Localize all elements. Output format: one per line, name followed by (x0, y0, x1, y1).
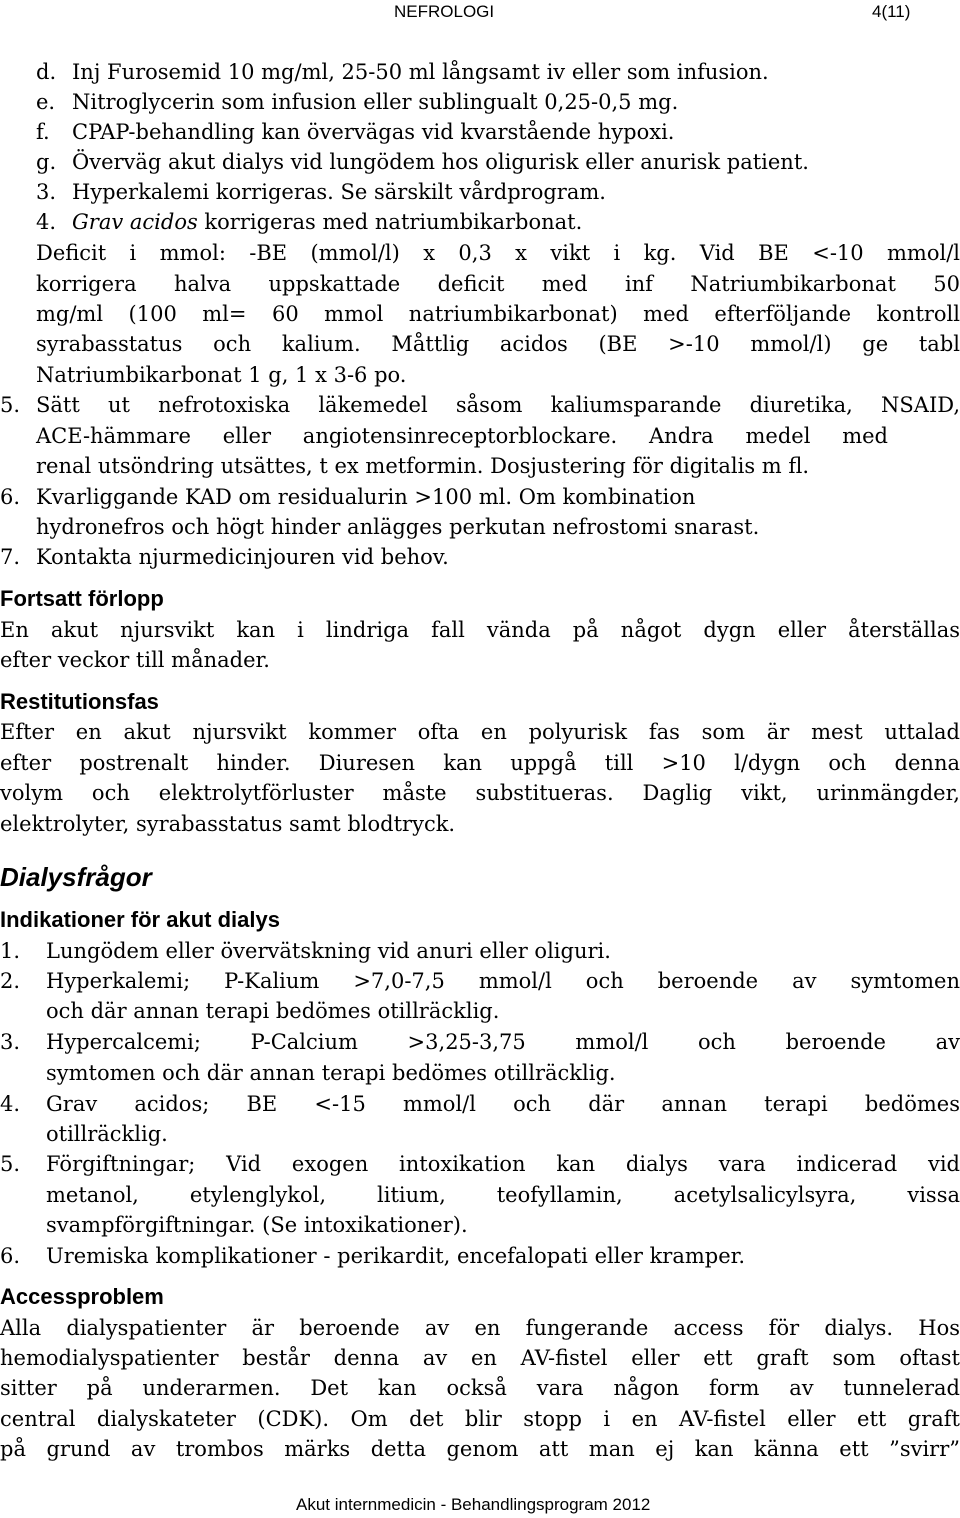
header-page-number: 4(11) (872, 2, 911, 21)
paragraph-line: hemodialyspatienter består denna av en AV-fistel eller ett graft som oftast (0, 1346, 960, 1370)
paragraph-line: volym och elektrolytförluster måste substitueras. Daglig vikt, urinmängder, (0, 781, 960, 805)
list-item: 6. Kvarliggande KAD om residualurin >100 ml. Om kombination (0, 485, 696, 509)
paragraph-line: efter postrenalt hinder. Diuresen kan uppgå till >10 l/dygn och denna (0, 751, 960, 775)
list-item: f. CPAP-behandling kan övervägas vid kvarstående hypoxi. (36, 120, 675, 144)
text-line: ACE-hämmare eller angiotensinreceptorblockare. Andra medel med (36, 424, 888, 448)
list-item: 4. Grav acidos; BE <-15 mmol/l och där annan terapi bedömes (0, 1092, 960, 1116)
emphasis: Grav acidos (72, 210, 198, 234)
header-title: NEFROLOGI (394, 2, 495, 21)
list-item: 3. Hyperkalemi korrigeras. Se särskilt vårdprogram. (36, 180, 606, 204)
list-item: 6. Uremiska komplikationer - perikardit, encefalopati eller kramper. (0, 1244, 746, 1268)
footer-text: Akut internmedicin - Behandlingsprogram 2012 (296, 1495, 651, 1514)
section-title: Dialysfrågor (0, 862, 152, 892)
list-item: 1. Lungödem eller övervätskning vid anuri eller oliguri. (0, 939, 611, 963)
text-line: och där annan terapi bedömes otillräcklig. (46, 999, 500, 1023)
paragraph-line: Alla dialyspatienter är beroende av en fungerande access för dialys. Hos (0, 1316, 960, 1340)
paragraph-line: En akut njursvikt kan i lindriga fall vända på något dygn eller återställas (0, 618, 960, 642)
text-line: hydronefros och högt hinder anlägges perkutan nefrostomi snarast. (36, 515, 760, 539)
text-line: svampförgiftningar. (Se intoxikationer). (46, 1213, 468, 1237)
text-line: symtomen och där annan terapi bedömes otillräcklig. (46, 1061, 616, 1085)
text-line: metanol, etylenglykol, litium, teofyllamin, acetylsalicylsyra, vissa (46, 1183, 960, 1207)
list-item: d. Inj Furosemid 10 mg/ml, 25-50 ml långsamt iv eller som infusion. (36, 60, 769, 84)
text-line: korrigera halva uppskattade deficit med inf Natriumbikarbonat 50 (36, 272, 960, 296)
paragraph-line: sitter på underarmen. Det kan också vara någon form av tunnelerad (0, 1376, 960, 1400)
list-item: 7. Kontakta njurmedicinjouren vid behov. (0, 545, 449, 569)
list-item: g. Överväg akut dialys vid lungödem hos oligurisk eller anurisk patient. (36, 150, 809, 174)
list-item: 3. Hypercalcemi; P-Calcium >3,25-3,75 mmol/l och beroende av (0, 1030, 960, 1054)
section-heading: Indikationer för akut dialys (0, 907, 280, 932)
paragraph-line: efter veckor till månader. (0, 648, 270, 672)
paragraph-line: central dialyskateter (CDK). Om det blir stopp i en AV-fistel eller ett graft (0, 1407, 960, 1431)
text-line: otillräcklig. (46, 1122, 168, 1146)
list-item: 5. Sätt ut nefrotoxiska läkemedel såsom kaliumsparande diuretika, NSAID, (0, 393, 960, 417)
text-line: Natriumbikarbonat 1 g, 1 x 3-6 po. (36, 363, 407, 387)
section-heading: Restitutionsfas (0, 689, 159, 714)
text-line: renal utsöndring utsättes, t ex metformin. Dosjustering för digitalis m fl. (36, 454, 810, 478)
section-heading: Fortsatt förlopp (0, 586, 164, 611)
paragraph-line: elektrolyter, syrabasstatus samt blodtryck. (0, 812, 456, 836)
list-item: 4. Grav acidos korrigeras med natriumbikarbonat. (36, 210, 583, 234)
list-item: 5. Förgiftningar; Vid exogen intoxikation kan dialys vara indicerad vid (0, 1152, 960, 1176)
text-line: mg/ml (100 ml= 60 mmol natriumbikarbonat) med efterföljande kontroll (36, 302, 960, 326)
section-heading: Accessproblem (0, 1284, 164, 1309)
list-item: 2. Hyperkalemi; P-Kalium >7,0-7,5 mmol/l och beroende av symtomen (0, 969, 960, 993)
paragraph-line: på grund av trombos märks detta genom att man ej kan känna ett ”svirr” (0, 1437, 960, 1461)
paragraph-line: Efter en akut njursvikt kommer ofta en polyurisk fas som är mest uttalad (0, 720, 960, 744)
text-line: Deficit i mmol: -BE (mmol/l) x 0,3 x vikt i kg. Vid BE <-10 mmol/l (36, 241, 960, 265)
list-item: e. Nitroglycerin som infusion eller sublingualt 0,25-0,5 mg. (36, 90, 679, 114)
text-line: syrabasstatus och kalium. Måttlig acidos (BE >-10 mmol/l) ge tabl (36, 332, 960, 356)
